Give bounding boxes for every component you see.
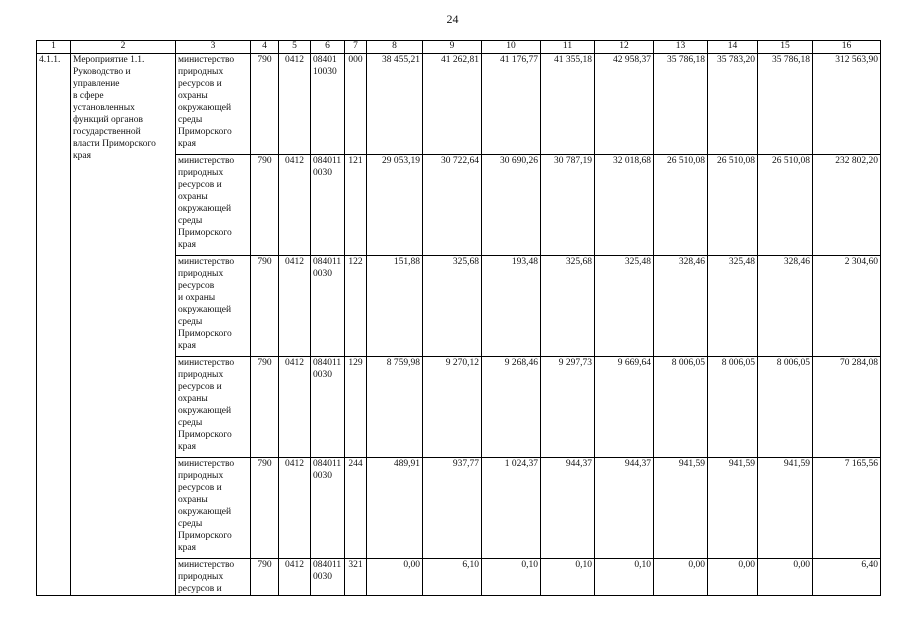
column-header: 4 [251, 41, 279, 54]
value-cell: 325,68 [541, 256, 595, 357]
code-cell: 790 [251, 559, 279, 596]
value-cell: 35 786,18 [758, 54, 813, 155]
value-cell: 32 018,68 [595, 155, 654, 256]
org-cell: министерство природных ресурсов и охраны окружающей среды Приморского края [176, 155, 251, 256]
value-cell: 325,48 [708, 256, 758, 357]
code-cell: 000 [345, 54, 367, 155]
value-cell: 8 759,98 [367, 357, 423, 458]
value-cell: 6,10 [423, 559, 482, 596]
value-cell: 8 006,05 [708, 357, 758, 458]
code-cell: 790 [251, 256, 279, 357]
value-cell: 9 268,46 [482, 357, 541, 458]
value-cell: 1 024,37 [482, 458, 541, 559]
column-header: 11 [541, 41, 595, 54]
value-cell: 41 176,77 [482, 54, 541, 155]
code-cell: 084011 0030 [311, 155, 345, 256]
table-row [37, 54, 881, 155]
org-cell: министерство природных ресурсов и охраны окружающей среды Приморского края [176, 54, 251, 155]
page-number: 24 [446, 12, 459, 26]
code-cell: 08401 10030 [311, 54, 345, 155]
code-cell: 0412 [279, 357, 311, 458]
column-header: 15 [758, 41, 813, 54]
code-cell: 0412 [279, 256, 311, 357]
value-cell: 8 006,05 [758, 357, 813, 458]
code-cell: 084011 0030 [311, 256, 345, 357]
value-cell: 9 297,73 [541, 357, 595, 458]
value-cell: 42 958,37 [595, 54, 654, 155]
column-header: 1 [37, 41, 71, 54]
value-cell: 41 355,18 [541, 54, 595, 155]
code-cell: 790 [251, 54, 279, 155]
value-cell: 35 783,20 [708, 54, 758, 155]
org-cell: министерство природных ресурсов и охраны окружающей среды Приморского края [176, 256, 251, 357]
code-cell: 321 [345, 559, 367, 596]
value-cell: 6,40 [813, 559, 881, 596]
column-header: 9 [423, 41, 482, 54]
value-cell: 941,59 [758, 458, 813, 559]
column-header: 16 [813, 41, 881, 54]
value-cell: 941,59 [708, 458, 758, 559]
code-cell: 084011 0030 [311, 357, 345, 458]
value-cell: 9 669,64 [595, 357, 654, 458]
value-cell: 38 455,21 [367, 54, 423, 155]
value-cell: 26 510,08 [654, 155, 708, 256]
code-cell: 0412 [279, 458, 311, 559]
measure-code: 4.1.1. [37, 54, 71, 596]
value-cell: 937,77 [423, 458, 482, 559]
code-cell: 790 [251, 357, 279, 458]
value-cell: 325,48 [595, 256, 654, 357]
code-cell: 0412 [279, 559, 311, 596]
value-cell: 0,10 [595, 559, 654, 596]
value-cell: 151,88 [367, 256, 423, 357]
code-cell: 790 [251, 155, 279, 256]
column-header: 3 [176, 41, 251, 54]
code-cell: 244 [345, 458, 367, 559]
value-cell: 193,48 [482, 256, 541, 357]
value-cell: 0,10 [482, 559, 541, 596]
code-cell: 122 [345, 256, 367, 357]
code-cell: 084011 0030 [311, 458, 345, 559]
column-header: 2 [71, 41, 176, 54]
value-cell: 8 006,05 [654, 357, 708, 458]
value-cell: 941,59 [654, 458, 708, 559]
code-cell: 084011 0030 [311, 559, 345, 596]
value-cell: 29 053,19 [367, 155, 423, 256]
value-cell: 30 690,26 [482, 155, 541, 256]
value-cell: 944,37 [595, 458, 654, 559]
code-cell: 121 [345, 155, 367, 256]
value-cell: 232 802,20 [813, 155, 881, 256]
header-row [37, 41, 881, 54]
value-cell: 325,68 [423, 256, 482, 357]
column-header: 6 [311, 41, 345, 54]
value-cell: 35 786,18 [654, 54, 708, 155]
value-cell: 26 510,08 [758, 155, 813, 256]
org-cell: министерство природных ресурсов и [176, 559, 251, 596]
value-cell: 9 270,12 [423, 357, 482, 458]
code-cell: 129 [345, 357, 367, 458]
column-header: 10 [482, 41, 541, 54]
code-cell: 0412 [279, 54, 311, 155]
column-header: 14 [708, 41, 758, 54]
value-cell: 26 510,08 [708, 155, 758, 256]
org-cell: министерство природных ресурсов и охраны окружающей среды Приморского края [176, 357, 251, 458]
measure-name: Мероприятие 1.1. Руководство и управление в сфере установленных функций органов государственной власти Приморского края [71, 54, 176, 596]
value-cell: 30 787,19 [541, 155, 595, 256]
value-cell: 0,00 [708, 559, 758, 596]
value-cell: 312 563,90 [813, 54, 881, 155]
column-header: 12 [595, 41, 654, 54]
value-cell: 0,10 [541, 559, 595, 596]
code-cell: 0412 [279, 155, 311, 256]
value-cell: 328,46 [654, 256, 708, 357]
value-cell: 0,00 [654, 559, 708, 596]
value-cell: 2 304,60 [813, 256, 881, 357]
column-header: 8 [367, 41, 423, 54]
value-cell: 328,46 [758, 256, 813, 357]
column-header: 13 [654, 41, 708, 54]
value-cell: 0,00 [758, 559, 813, 596]
value-cell: 70 284,08 [813, 357, 881, 458]
org-cell: министерство природных ресурсов и охраны окружающей среды Приморского края [176, 458, 251, 559]
budget-table [36, 40, 881, 596]
value-cell: 0,00 [367, 559, 423, 596]
code-cell: 790 [251, 458, 279, 559]
value-cell: 944,37 [541, 458, 595, 559]
value-cell: 7 165,56 [813, 458, 881, 559]
column-header: 5 [279, 41, 311, 54]
column-header: 7 [345, 41, 367, 54]
value-cell: 489,91 [367, 458, 423, 559]
value-cell: 30 722,64 [423, 155, 482, 256]
value-cell: 41 262,81 [423, 54, 482, 155]
